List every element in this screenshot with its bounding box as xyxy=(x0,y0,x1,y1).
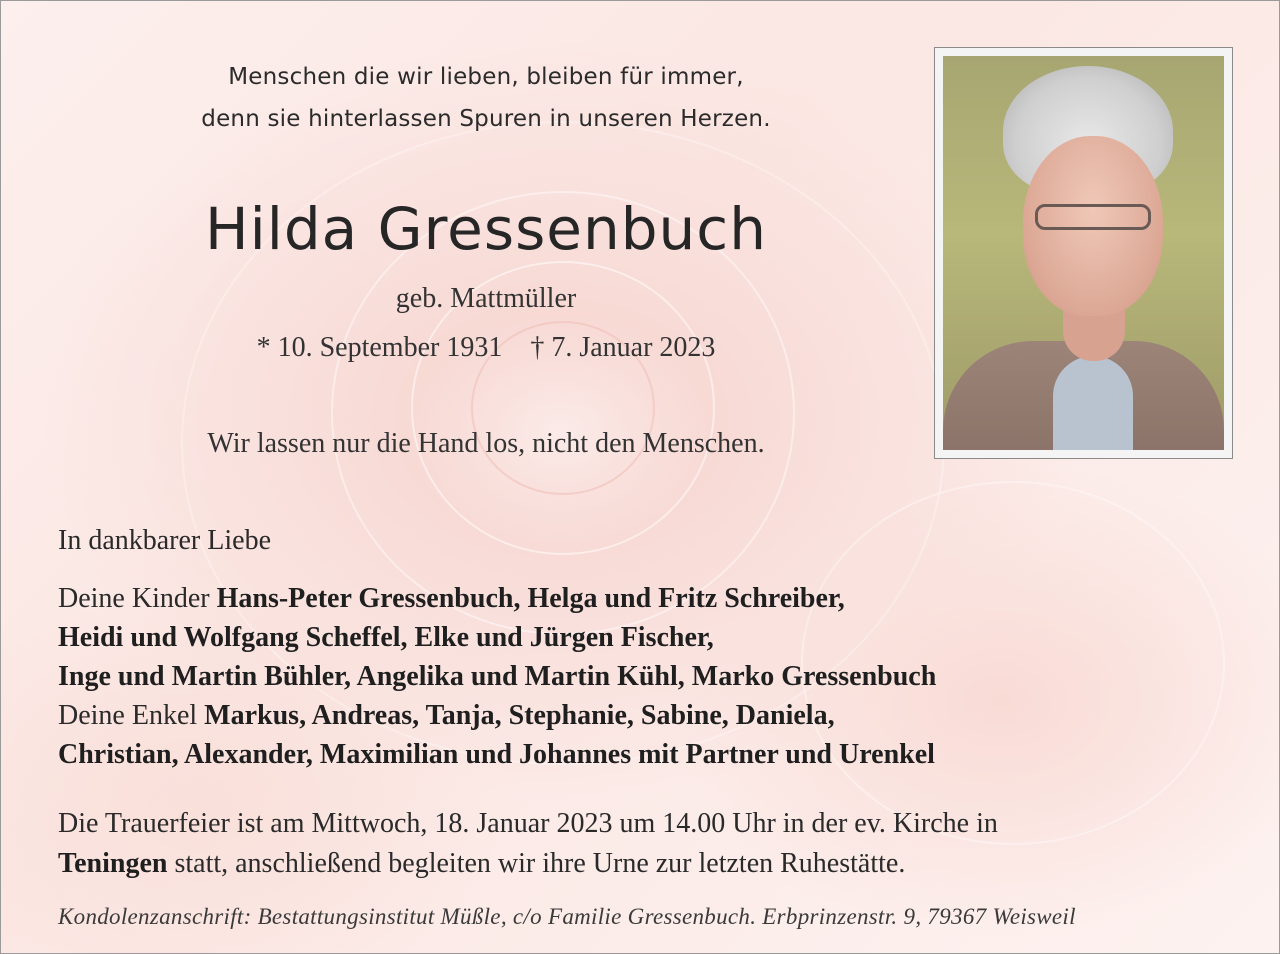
condolence-address: Kondolenzanschrift: Bestattungsinstitut Müßle, c/o Familie Gressenbuch. Erbprinzenstr. 9, 79367 Weisweil xyxy=(58,904,1076,929)
grandchildren-names: Christian, Alexander, Maximilian und Johannes mit Partner und Urenkel xyxy=(58,739,935,770)
children-line-1 xyxy=(58,579,936,618)
children-names: Heidi und Wolfgang Scheffel, Elke und Jürgen Fischer, xyxy=(58,622,714,653)
birth-date: * 10. September 1931 xyxy=(256,332,503,363)
children-line-3 xyxy=(58,657,936,696)
service-info xyxy=(58,804,998,884)
children-prefix: Deine Kinder xyxy=(58,583,217,614)
death-date: † 7. Januar 2023 xyxy=(530,332,716,363)
service-line-2 xyxy=(58,844,998,884)
children-names: Hans-Peter Gressenbuch, Helga und Fritz Schreiber, xyxy=(216,583,845,614)
grandchildren-line-2 xyxy=(58,735,936,774)
quote: Wir lassen nur die Hand los, nicht den Menschen. xyxy=(207,428,765,459)
grandchildren-names: Markus, Andreas, Tanja, Stephanie, Sabine, Daniela, xyxy=(204,700,835,731)
grandchildren-line-1 xyxy=(58,696,936,735)
family-list xyxy=(58,579,936,774)
motto-line-1: Menschen die wir lieben, bleiben für immer, xyxy=(228,64,744,90)
service-line-2-rest: statt, anschließend begleiten wir ihre Urne zur letzten Ruhestätte. xyxy=(167,848,906,879)
children-line-2 xyxy=(58,618,936,657)
portrait-image xyxy=(943,56,1224,450)
deceased-name: Hilda Gressenbuch xyxy=(205,195,767,263)
service-place: Teningen xyxy=(58,848,168,879)
service-line-1: Die Trauerfeier ist am Mittwoch, 18. Januar 2023 um 14.00 Uhr in der ev. Kirche in xyxy=(58,808,998,839)
portrait-photo xyxy=(934,47,1233,459)
intro-text: In dankbarer Liebe xyxy=(58,525,271,556)
maiden-name: geb. Mattmüller xyxy=(395,283,577,314)
life-dates xyxy=(101,329,871,367)
children-names: Inge und Martin Bühler, Angelika und Martin Kühl, Marko Gressenbuch xyxy=(58,661,937,692)
grandchildren-prefix: Deine Enkel xyxy=(58,700,205,731)
motto-line-2: denn sie hinterlassen Spuren in unseren Herzen. xyxy=(201,106,771,132)
